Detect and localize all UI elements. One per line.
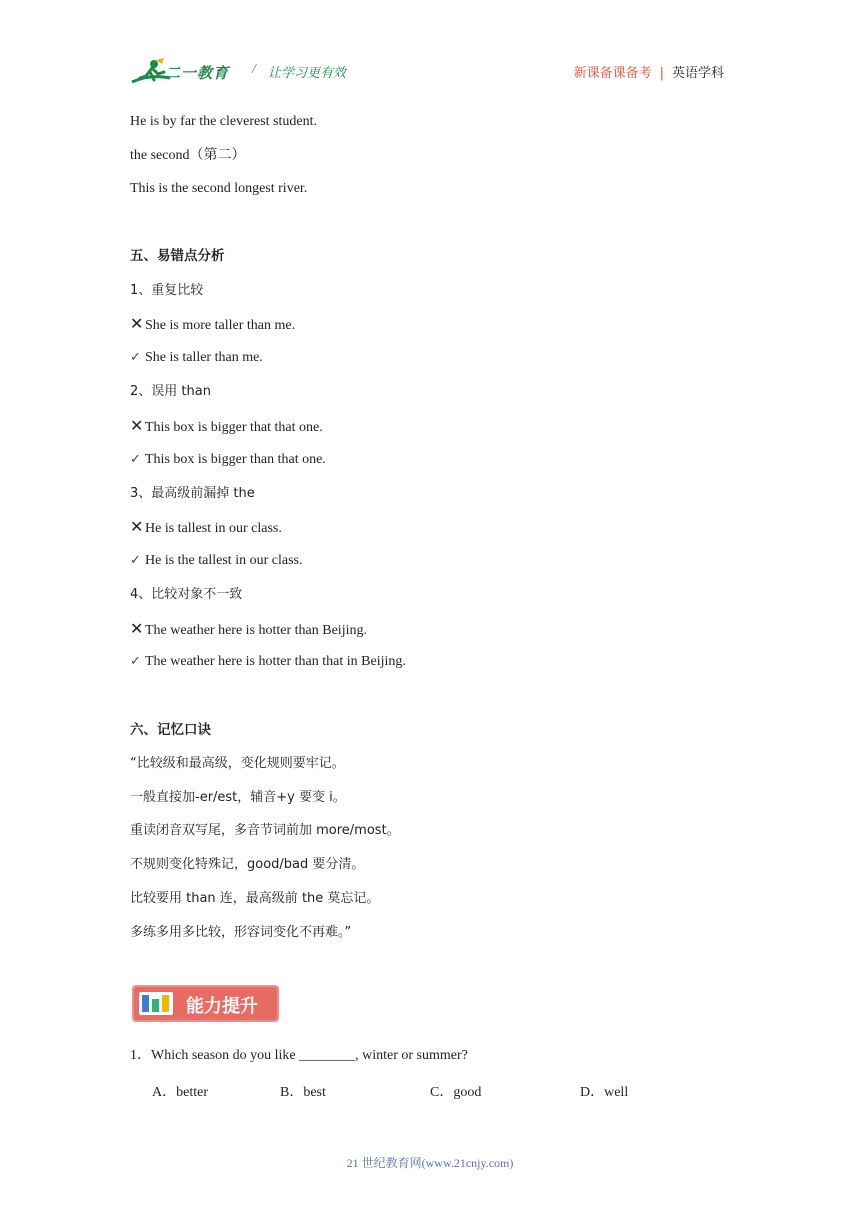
right-example [130,349,263,367]
cross-icon: ✕ [130,517,144,536]
right-sentence: She is taller than me. [145,350,263,365]
wrong-sentence: She is more taller than me. [145,318,296,333]
check-icon: ✓ [130,350,141,365]
header-divider: | [659,66,664,81]
header-right [574,62,724,81]
mnemonic-line: 比较要用 than 连，最高级前 the 莫忘记。 [130,891,380,906]
intro-line: He is by far the cleverest student. [130,114,317,129]
wrong-example [130,620,367,640]
error-item-title: 4、比较对象不一致 [130,587,243,602]
intro-line: This is the second longest river. [130,181,308,196]
section-badge-label: 能力提升 [186,996,258,1017]
section-heading-errors: 五、易错点分析 [130,248,225,264]
right-example [130,451,326,469]
error-item-title: 3、最高级前漏掉 the [130,486,255,501]
option-c[interactable]: C．good [430,1085,482,1100]
intro-line: the second（第二） [130,148,246,163]
wrong-example [130,417,323,437]
mnemonic-line: 不规则变化特殊记，good/bad 要分清。 [130,857,365,872]
page-header [0,0,860,100]
option-a[interactable]: A．better [152,1085,208,1100]
logo-text: 二一教育 [165,64,230,82]
wrong-sentence: He is tallest in our class. [145,521,282,536]
right-sentence: The weather here is hotter than that in Beijing. [145,654,406,669]
question-stem: 1．Which season do you like ________, winter or summer? [130,1048,468,1063]
mnemonic-line: 多练多用多比较，形容词变化不再难。” [130,925,352,940]
right-example [130,552,302,570]
error-item-title: 2、误用 than [130,384,211,399]
cross-icon: ✕ [130,619,144,638]
right-example [130,653,406,671]
slogan-separator: / [252,62,256,77]
right-sentence: He is the tallest in our class. [145,553,303,568]
error-item-title: 1、重复比较 [130,283,204,298]
mnemonic-line: 一般直接加-er/est，辅音+y 要变 i。 [130,790,346,805]
wrong-example [130,315,295,335]
cross-icon: ✕ [130,416,144,435]
right-sentence: This box is bigger than that one. [145,452,326,467]
subject-label: 英语学科 [671,66,724,81]
wrong-sentence: The weather here is hotter than Beijing. [145,623,367,638]
option-b[interactable]: B．best [280,1085,326,1100]
slogan: 让学习更有效 [268,66,347,81]
chart-icon [139,992,173,1015]
cross-icon: ✕ [130,314,144,333]
check-icon: ✓ [130,553,141,568]
option-d[interactable]: D．well [580,1085,629,1100]
brand-label: 新课备课备考 [573,66,652,81]
mnemonic-line: 重读闭音双写尾，多音节词前加 more/most。 [130,823,400,838]
check-icon: ✓ [130,452,141,467]
check-icon: ✓ [130,654,141,669]
wrong-example [130,518,282,538]
section-heading-mnemonic: 六、记忆口诀 [130,722,211,738]
wrong-sentence: This box is bigger that that one. [145,420,323,435]
mnemonic-line: “比较级和最高级，变化规则要牢记。 [130,756,345,771]
page-footer[interactable]: 21 世纪教育网(www.21cnjy.com) [346,1156,514,1170]
